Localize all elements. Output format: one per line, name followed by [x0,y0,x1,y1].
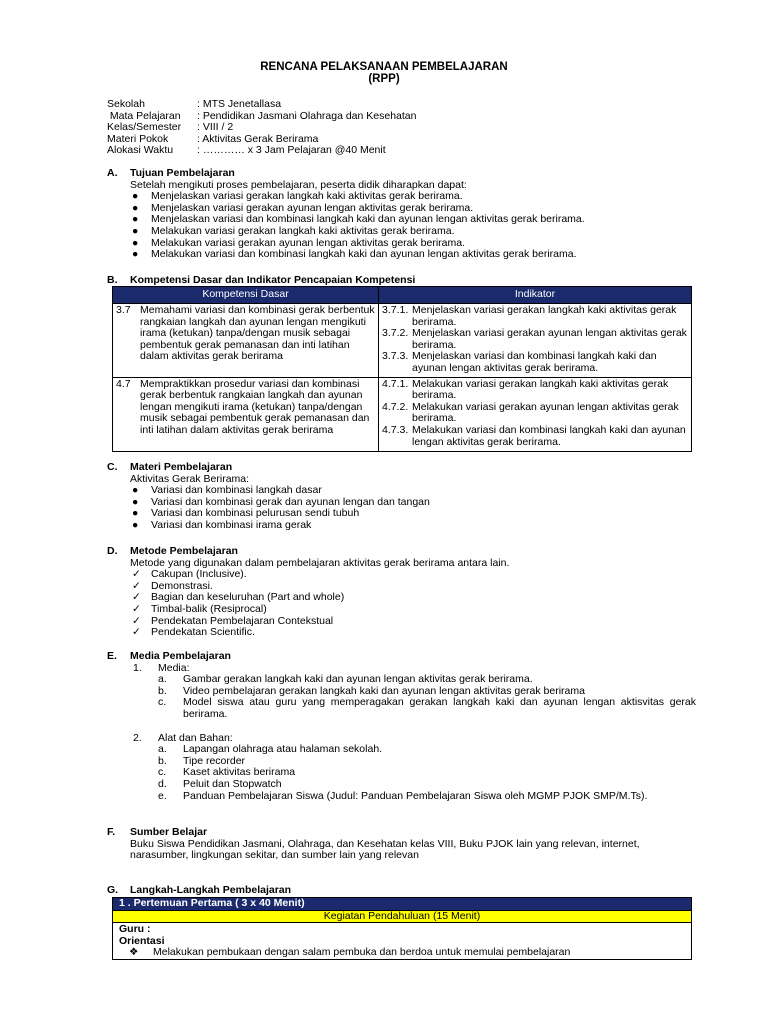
list-item-text: Peluit dan Stopwatch [183,777,282,790]
diamond-icon: ❖ [129,946,139,959]
list-item-text: Menjelaskan variasi gerakan ayunan lengan aktivitas gerak berirama. [151,201,474,214]
list-letter: c. [158,766,167,779]
list-item-text: Melakukan variasi gerakan langkah kaki aktivitas gerak berirama. [151,224,455,237]
section-number: D. [107,545,118,557]
meeting-header: 1 . Pertemuan Pertama ( 3 x 40 Menit) [113,898,692,911]
identity-key: Kelas/Semester [107,121,182,134]
section-heading [107,462,697,474]
list-item-text: Pendekatan Scientific. [151,626,255,639]
list-item [158,791,696,803]
list-item-text: Timbal-balik (Resiprocal) [151,602,267,615]
list-item-text: Video pembelajaran gerakan langkah kaki dan ayunan lengan aktivitas gerak berirama [183,684,585,697]
indicator-text: Melakukan variasi gerakan ayunan lengan aktivitas gerak berirama. [412,400,679,425]
list-item-text: Variasi dan kombinasi pelurusan sendi tubuh [151,507,360,520]
material-list [130,485,697,531]
section-title: Materi Pembelajaran [130,461,233,473]
list-item [130,520,697,532]
check-icon: ✓ [132,602,141,615]
section-metode [107,546,697,639]
section-title: Sumber Belajar [130,826,208,838]
table-row [113,923,692,960]
check-icon: ✓ [132,591,141,604]
indicator-text: Melakukan variasi gerakan langkah kaki aktivitas gerak berirama. [412,377,669,402]
list-item-text: Lapangan olahraga atau halaman sekolah. [183,743,383,756]
guru-label: Guru : [119,923,151,936]
kd-cell [113,304,379,378]
indicator-text: Menjelaskan variasi gerakan langkah kaki aktivitas gerak berirama. [412,304,677,328]
section-heading [107,168,697,180]
identity-value: : Aktivitas Gerak Berirama [197,132,319,145]
section-intro: Metode yang digunakan dalam pembelajaran aktivitas gerak berirama antara lain. [130,556,510,569]
steps-cell [113,923,692,960]
phase-header: Kegiatan Pendahuluan (15 Menit) [113,910,692,923]
kd-number: 4.7 [116,377,131,390]
list-letter: b. [158,684,167,697]
list-item-text: Menjelaskan variasi dan kombinasi langkah kaki dan ayunan lengan aktivitas gerak berirama. [151,213,585,226]
indicator-item [382,351,688,374]
indicator-number: 3.7.1. [382,304,409,316]
list-item-text: Gambar gerakan langkah kaki dan ayunan lengan aktivitas gerak berirama. [183,673,533,686]
section-intro: Setelah mengikuti proses pembelajaran, peserta didik diharapkan dapat: [130,178,467,191]
section-number: A. [107,167,118,179]
bullet-icon: ● [132,495,139,508]
check-icon: ✓ [132,614,141,627]
check-icon: ✓ [132,579,141,592]
indicator-number: 4.7.3. [382,423,409,436]
list-letter: b. [158,754,167,767]
bullet-icon: ● [132,224,139,237]
list-item-text: Model siswa atau guru yang memperagakan gerakan langkah kaki dan ayunan lengan aktisvitas gerak berirama. [183,696,696,720]
bullet-icon: ● [132,518,139,531]
section-number: E. [107,650,117,662]
section-tujuan [107,168,697,261]
section-title: Langkah-Langkah Pembelajaran [130,884,292,896]
section-heading [107,275,415,287]
section-number: B. [107,274,118,286]
list-letter: d. [158,777,167,790]
list-item [130,604,697,616]
indicator-item [382,305,688,328]
table-row [113,377,692,451]
section-kompetensi [107,275,415,287]
indicator-item [382,425,688,448]
section-text: Buku Siswa Pendidikan Jasmani, Olahraga, dan Kesehatan kelas VIII, Buku PJOK lain yang relevan, internet, narasumber, lingkungan sekitar, dan sumber lain yang relevan [130,837,640,862]
objective-list [130,191,697,261]
list-item [130,226,697,238]
section-intro: Aktivitas Gerak Berirama: [130,472,250,485]
kd-text: Mempraktikkan prosedur variasi dan kombinasi gerak berbentuk rangkaian langkah dan ayunan lengan mengikuti irama (ketukan) tanpa/dengan musik sebagai pembentuk gerak pemanasan dan inti latihan dalam aktivitas gerak berirama [140,377,370,436]
section-heading [107,827,697,839]
list-letter: c. [158,696,167,709]
tools-sublist [158,744,696,802]
orientasi-label: Orientasi [119,934,165,947]
identity-key: Mata Pelajaran [107,109,181,122]
section-number: F. [107,826,116,838]
document-subtitle: (RPP) [368,73,400,85]
identity-value: : VIII / 2 [197,121,234,134]
list-letter: a. [158,743,167,756]
section-title: Kompetensi Dasar dan Indikator Pencapaian Kompetensi [130,274,416,286]
list-item-text: Panduan Pembelajaran Siswa (Judul: Panduan Pembelajaran Siswa oleh MGMP PJOK SMP/M.Ts). [183,789,648,802]
indicator-item [382,328,688,351]
list-number: 2. [133,731,142,744]
section-number: C. [107,461,118,473]
table-header-row [113,287,692,304]
column-header-kd: Kompetensi Dasar [113,287,379,304]
steps-table [112,897,692,960]
indicator-text: Menjelaskan variasi gerakan ayunan lengan aktivitas gerak berirama. [412,327,687,351]
competency-table [112,286,692,452]
list-item-text: Bagian dan keseluruhan (Part and whole) [151,591,345,604]
media-sublist [158,674,696,720]
indicator-text: Melakukan variasi dan kombinasi langkah kaki dan ayunan lengan aktivitas gerak berirama. [412,423,686,448]
list-item [158,744,696,756]
document-title: RENCANA PELAKSANAAN PEMBELAJARAN [260,61,508,73]
kd-number: 3.7 [116,304,131,316]
identity-block [107,99,416,157]
table-row [113,304,692,378]
identity-value: : MTS Jenetallasa [197,98,282,110]
section-heading [107,546,697,558]
bullet-icon: ● [132,507,139,520]
indicator-text: Menjelaskan variasi dan kombinasi langkah kaki dan ayunan lengan aktivitas gerak berirama. [412,350,657,374]
table-row [113,910,692,923]
bullet-icon: ● [132,236,139,249]
bullet-icon: ● [132,190,139,203]
list-letter: e. [158,789,167,802]
identity-key: Materi Pokok [107,132,169,145]
section-title: Tujuan Pembelajaran [130,167,235,179]
list-item-text: Melakukan variasi dan kombinasi langkah kaki dan ayunan lengan aktivitas gerak berirama. [151,248,577,261]
list-item [119,947,685,959]
kd-cell [113,377,379,451]
indicator-cell [379,377,692,451]
list-item-text: Variasi dan kombinasi gerak dan ayunan lengan dan tangan [151,495,430,508]
list-item-text: Alat dan Bahan: [158,731,233,744]
list-item-text: Menjelaskan variasi gerakan langkah kaki aktivitas gerak berirama. [151,190,463,203]
indicator-number: 4.7.2. [382,400,409,413]
method-list [130,569,697,639]
identity-key: Sekolah [107,98,145,110]
section-title: Media Pembelajaran [130,650,231,662]
indicator-item [382,379,688,402]
list-item-text: Cakupan (Inclusive). [151,568,247,581]
section-sumber [107,827,697,862]
section-materi [107,462,697,532]
identity-value: : ………… x 3 Jam Pelajaran @40 Menit [197,144,386,157]
section-media [107,651,696,802]
section-heading [107,651,696,663]
check-icon: ✓ [132,626,141,639]
identity-key: Alokasi Waktu [107,144,174,157]
section-heading [107,885,291,897]
identity-row [107,99,416,111]
list-item-text: Variasi dan kombinasi irama gerak [151,518,312,531]
list-letter: a. [158,673,167,686]
bullet-icon: ● [132,213,139,226]
list-item [130,569,697,581]
indicator-cell [379,304,692,378]
check-icon: ✓ [132,568,141,581]
list-number: 1. [133,661,142,674]
indicator-number: 3.7.3. [382,350,409,363]
list-item [158,779,696,791]
bullet-icon: ● [132,484,139,497]
table-row [113,898,692,911]
bullet-icon: ● [132,201,139,214]
column-header-indikator: Indikator [379,287,692,304]
list-item-text: Media: [158,661,190,674]
list-item [130,249,697,261]
indicator-item [382,402,688,425]
list-item-text: Tipe recorder [183,754,246,767]
identity-value: : Pendidikan Jasmani Olahraga dan Kesehatan [197,109,417,122]
list-item [158,697,696,720]
identity-row [107,145,416,157]
bullet-icon: ● [132,248,139,261]
list-item-text: Variasi dan kombinasi langkah dasar [151,484,322,497]
section-langkah [107,885,291,897]
list-item-text: Pendekatan Pembelajaran Contekstual [151,614,334,627]
list-item-text: Kaset aktivitas berirama [183,766,296,779]
list-item [130,627,697,639]
kd-text: Memahami variasi dan kombinasi gerak berbentuk rangkaian langkah dan ayunan lengan mengikuti irama (ketukan) tanpa/dengan musik sebagai pembentuk gerak pemanasan dan inti latihan dalam aktivitas gerak berirama [140,304,375,363]
list-item-text: Melakukan variasi gerakan ayunan lengan aktivitas gerak berirama. [151,236,466,249]
indicator-number: 4.7.1. [382,377,409,390]
list-item-text: Melakukan pembukaan dengan salam pembuka dan berdoa untuk memulai pembelajaran [153,946,571,959]
section-title: Metode Pembelajaran [130,545,238,557]
indicator-number: 3.7.2. [382,327,409,340]
list-item-text: Demonstrasi. [151,579,213,592]
section-number: G. [107,884,119,896]
